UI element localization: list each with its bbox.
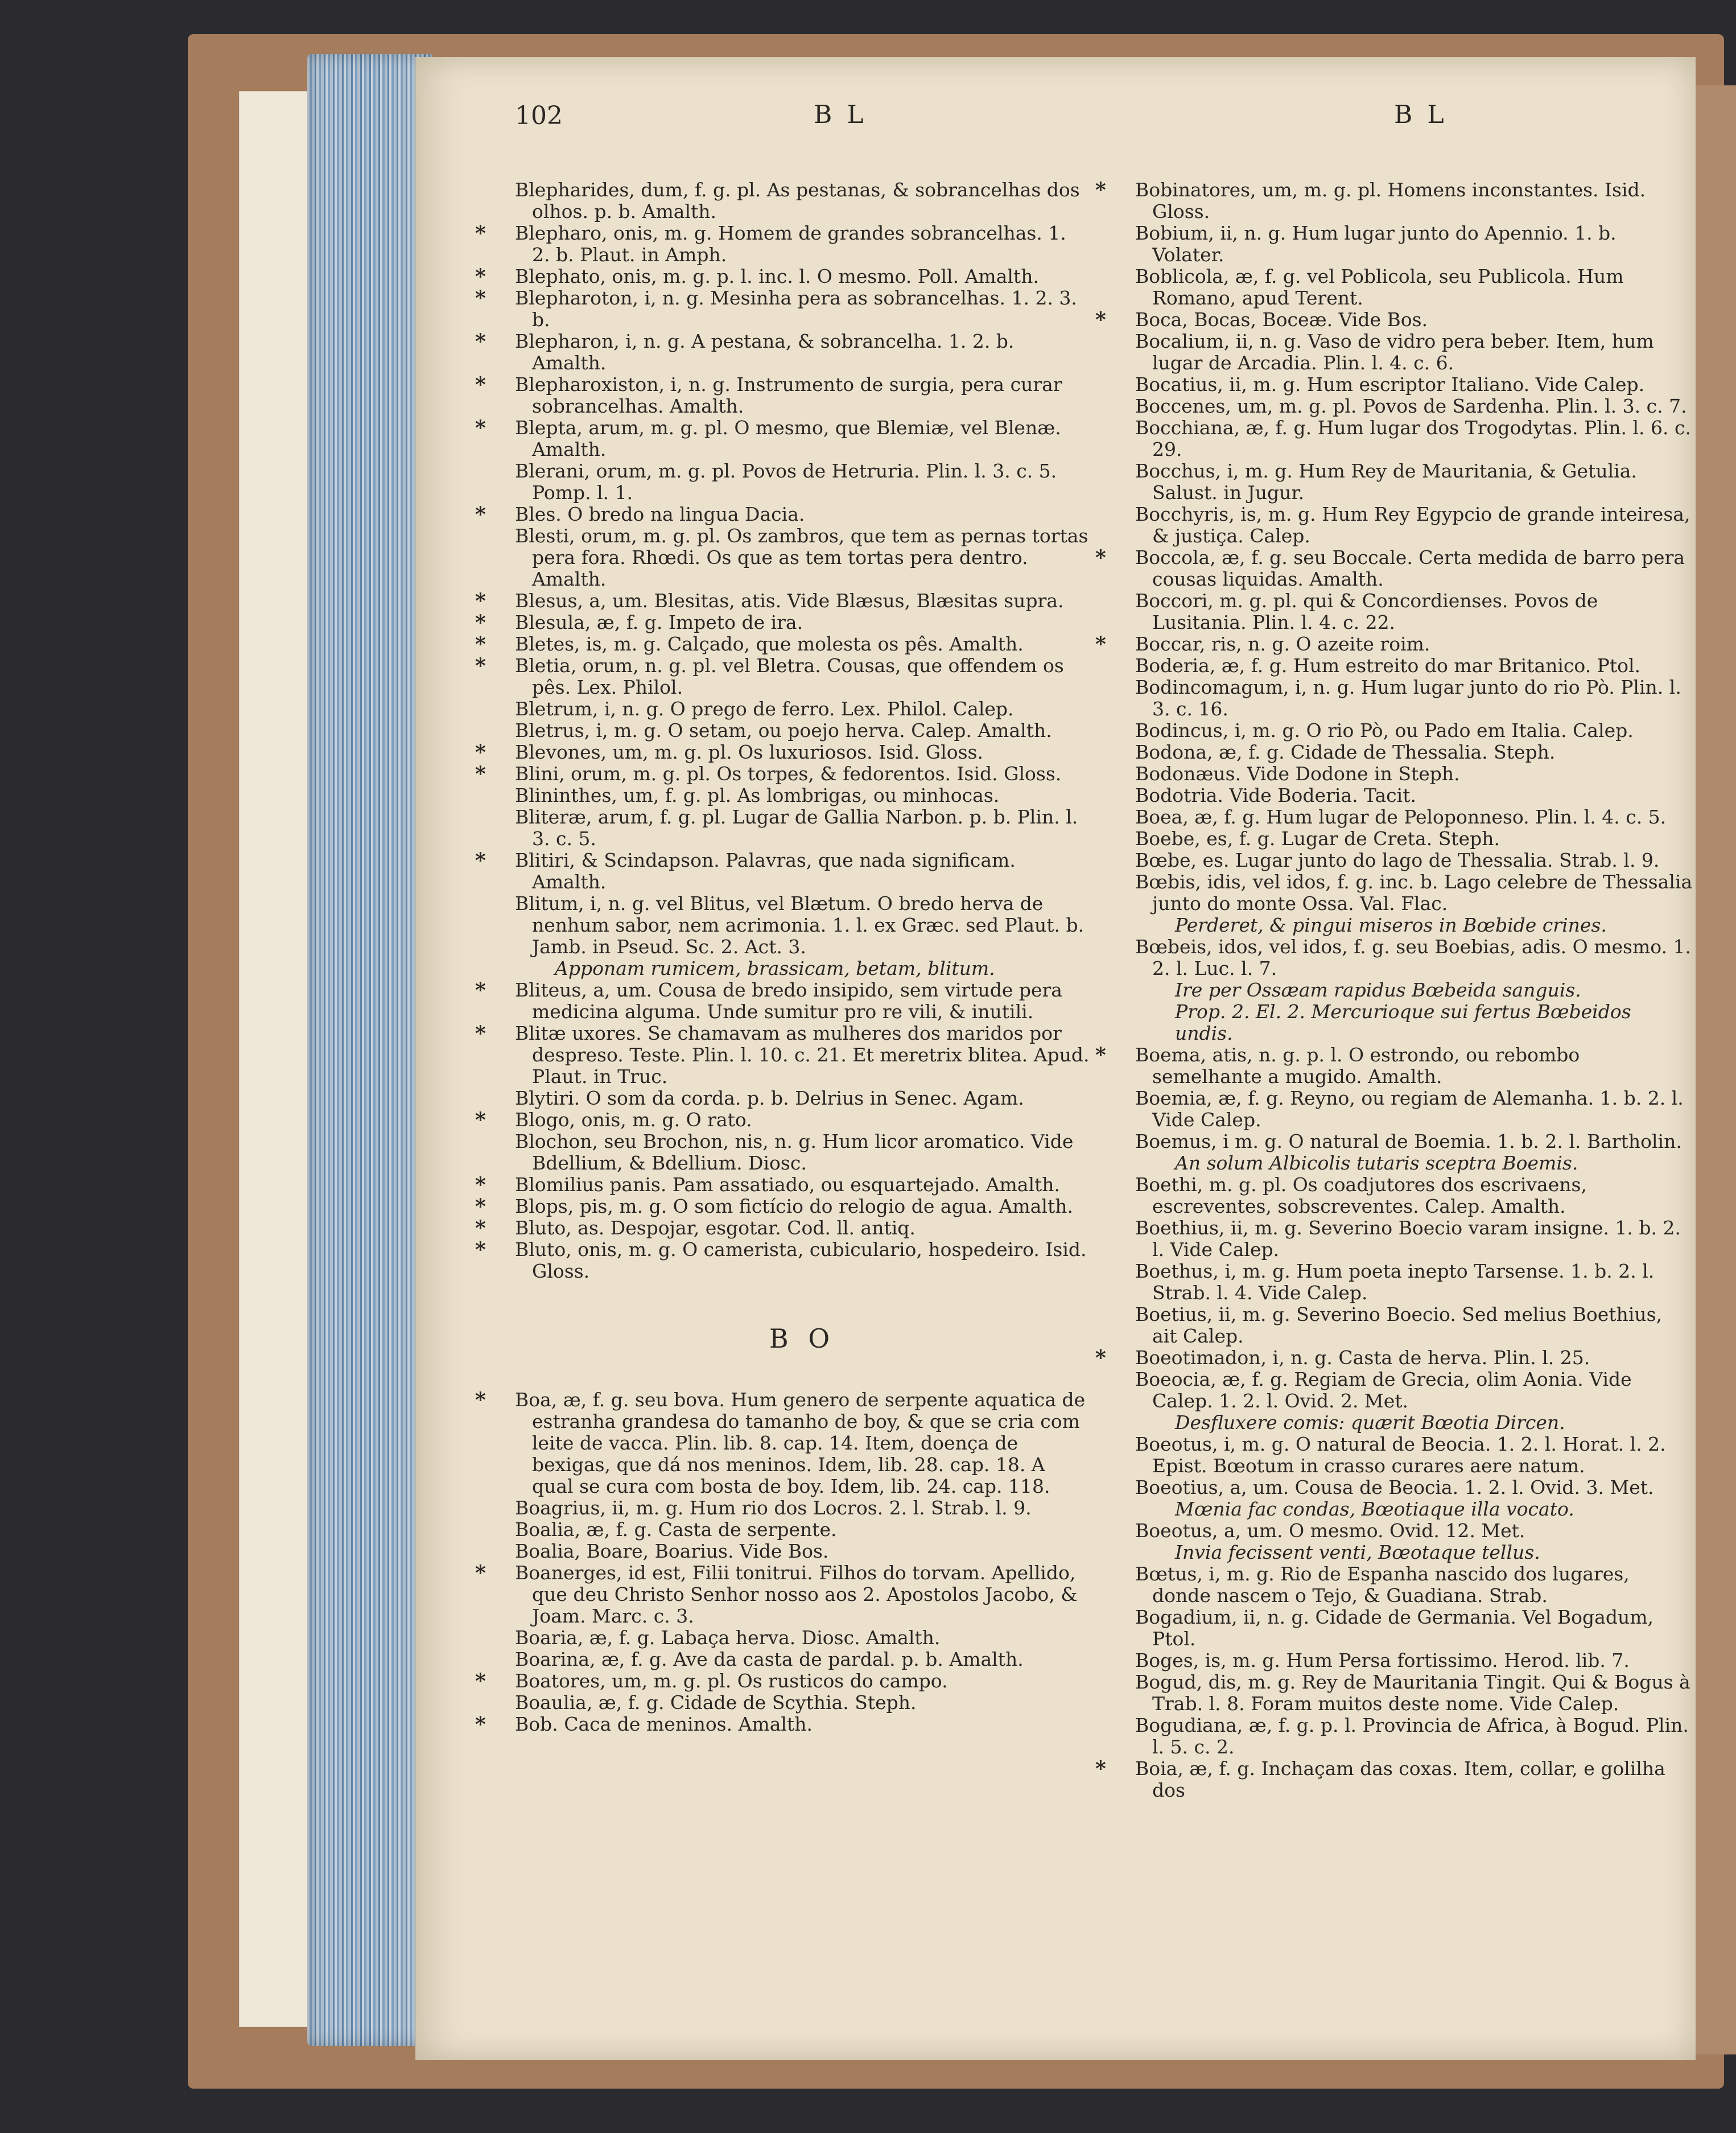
dictionary-entry	[1095, 178, 1693, 223]
dictionary-entry	[515, 1627, 1090, 1649]
left-column	[475, 179, 1090, 1736]
dictionary-entry	[475, 221, 1090, 266]
asterisk-mark: *	[475, 1388, 486, 1412]
dictionary-entry	[1135, 1304, 1693, 1347]
asterisk-mark: *	[1095, 1043, 1106, 1067]
entry-text: Boea, æ, f. g. Hum lugar de Peloponneso. Plin. l. 4. c. 5.	[1135, 806, 1667, 828]
dictionary-entry	[475, 1238, 1090, 1282]
entry-text: Blitiri, & Scindapson. Palavras, que nada significam. Amalth.	[515, 849, 1016, 893]
entry-text: Bœtus, i, m. g. Rio de Espanha nascido dos lugares, donde nascem o Tejo, & Guadiana. Strab.	[1135, 1563, 1630, 1607]
dictionary-entry	[475, 1173, 1090, 1197]
asterisk-mark: *	[475, 1022, 486, 1045]
asterisk-mark: *	[475, 1195, 486, 1218]
entry-text: Blepharon, i, n. g. A pestana, & sobrancelha. 1. 2. b. Amalth.	[515, 330, 1015, 374]
entry-text: Bob. Caca de meninos. Amalth.	[515, 1713, 813, 1735]
entry-text: Bles. O bredo na lingua Dacia.	[515, 503, 805, 525]
dictionary-entry	[1135, 1671, 1693, 1715]
dictionary-entry	[1135, 590, 1693, 633]
dictionary-entry	[1135, 1607, 1693, 1650]
entry-text: Bogudiana, æ, f. g. p. l. Provincia de Africa, à Bogud. Plin. l. 5. c. 2.	[1135, 1714, 1689, 1758]
entry-text: Bluto, onis, m. g. O camerista, cubiculario, hospedeiro. Isid. Gloss.	[515, 1238, 1087, 1282]
dictionary-entry	[1135, 871, 1693, 915]
dictionary-entry	[515, 1519, 1090, 1541]
dictionary-entry	[1095, 1043, 1693, 1088]
asterisk-mark: *	[475, 740, 486, 764]
asterisk-mark: *	[475, 978, 486, 1002]
dictionary-entry	[1095, 546, 1693, 590]
dictionary-entry	[1135, 655, 1693, 677]
dictionary-entry	[475, 1216, 1090, 1240]
entry-text: Bodotria. Vide Boderia. Tacit.	[1135, 784, 1416, 806]
entry-list	[1135, 1434, 1693, 1498]
dictionary-entry	[1135, 1088, 1693, 1131]
dictionary-entry	[515, 1497, 1090, 1519]
entry-text: Blogo, onis, m. g. O rato.	[515, 1109, 752, 1131]
entry-text: Boccola, æ, f. g. seu Boccale. Certa medida de barro pera cousas liquidas. Amalth.	[1135, 546, 1685, 590]
entry-text: Boeotus, a, um. O mesmo. Ovid. 12. Met.	[1135, 1520, 1525, 1542]
entry-list	[1095, 1173, 1693, 1412]
dictionary-entry	[1135, 417, 1693, 460]
dictionary-entry	[1095, 632, 1693, 656]
dictionary-entry	[475, 978, 1090, 1023]
dictionary-entry	[475, 589, 1090, 613]
left-running-head: B L	[814, 100, 867, 129]
dictionary-entry	[475, 654, 1090, 698]
asterisk-mark: *	[475, 1669, 486, 1693]
asterisk-mark: *	[475, 330, 486, 353]
verse-quote: Ire per Ossæam rapidus Bœbeida sanguis.	[1175, 979, 1581, 1001]
dictionary-entry	[475, 1712, 1090, 1736]
entry-text: Bogud, dis, m. g. Rey de Mauritania Tingit. Qui & Bogus à Trab. l. 8. Foram muitos deste nome. Vide Calep.	[1135, 1671, 1690, 1715]
entry-text: Boaria, æ, f. g. Labaça herva. Diosc. Amalth.	[515, 1626, 941, 1649]
asterisk-mark: *	[475, 1216, 486, 1240]
dictionary-entry	[515, 1131, 1090, 1174]
entry-text: Boebe, es, f. g. Lugar de Creta. Steph.	[1135, 827, 1500, 850]
entry-text: Blepharides, dum, f. g. pl. As pestanas, & sobrancelhas dos olhos. p. b. Amalth.	[515, 179, 1080, 223]
entry-text: Boblicola, æ, f. g. vel Poblicola, seu Publicola. Hum Romano, apud Terent.	[1135, 265, 1624, 309]
entry-text: Boeotius, a, um. Cousa de Beocia. 1. 2. l. Ovid. 3. Met.	[1135, 1476, 1654, 1498]
entry-text: Blesula, æ, f. g. Impeto de ira.	[515, 611, 803, 633]
dictionary-entry	[1135, 1520, 1693, 1542]
asterisk-mark: *	[475, 286, 486, 310]
entry-text: Bliteus, a, um. Cousa de bredo insipido, sem virtude pera medicina alguma. Unde sumitur pro re vili, & inutili.	[515, 979, 1062, 1023]
dictionary-entry	[1135, 936, 1693, 979]
dictionary-entry	[1135, 1563, 1693, 1607]
dictionary-entry	[475, 762, 1090, 786]
dictionary-entry	[475, 1669, 1090, 1693]
asterisk-mark: *	[475, 1238, 486, 1262]
dictionary-entry	[1135, 763, 1693, 785]
verse-quote: Desfluxere comis: quærit Bœotia Dircen.	[1175, 1411, 1565, 1434]
entry-text: Bocchus, i, m. g. Hum Rey de Mauritania, & Getulia. Salust. in Jugur.	[1135, 460, 1637, 504]
dictionary-entry	[475, 416, 1090, 460]
entry-text: Blitæ uxores. Se chamavam as mulheres dos maridos por despreso. Teste. Plin. l. 10. c. 21. Et meretrix blitea. Apud. Plaut. in Truc.	[515, 1022, 1090, 1088]
entry-text: Boema, atis, n. g. p. l. O estrondo, ou rebombo semelhante a mugido. Amalth.	[1135, 1044, 1580, 1088]
dictionary-entry	[515, 720, 1090, 742]
dictionary-entry	[1135, 1434, 1693, 1477]
entry-list	[475, 1388, 1090, 1736]
entry-text: Bobium, ii, n. g. Hum lugar junto do Apennio. 1. b. Volater.	[1135, 222, 1617, 266]
entry-text: Boethius, ii, m. g. Severino Boecio varam insigne. 1. b. 2. l. Vide Calep.	[1135, 1217, 1681, 1261]
dictionary-entry	[475, 286, 1090, 331]
entry-text: Boalia, æ, f. g. Casta de serpente.	[515, 1518, 837, 1541]
entry-text: Boetius, ii, m. g. Severino Boecio. Sed melius Boethius, ait Calep.	[1135, 1303, 1663, 1347]
asterisk-mark: *	[475, 611, 486, 635]
entry-text: Blomilius panis. Pam assatiado, ou esquartejado. Amalth.	[515, 1173, 1061, 1196]
entry-text: Bodona, æ, f. g. Cidade de Thessalia. Steph.	[1135, 741, 1556, 763]
entry-text: Blininthes, um, f. g. pl. As lombrigas, ou minhocas.	[515, 784, 1000, 806]
dictionary-entry	[1135, 396, 1693, 417]
asterisk-mark: *	[1095, 632, 1106, 656]
entry-text: Bocatius, ii, m. g. Hum escriptor Italiano. Vide Calep.	[1135, 373, 1645, 396]
entry-text: Boia, æ, f. g. Inchaçam das coxas. Item, collar, e golilha dos	[1135, 1757, 1665, 1801]
dictionary-entry	[1095, 1757, 1693, 1801]
dictionary-entry	[1135, 1369, 1693, 1412]
dictionary-entry	[1135, 223, 1693, 266]
entry-text: Bœbe, es. Lugar junto do lago de Thessalia. Strab. l. 9.	[1135, 849, 1660, 871]
dictionary-entry	[515, 1088, 1090, 1109]
dictionary-entry	[515, 179, 1090, 223]
entry-text: Bocalium, ii, n. g. Vaso de vidro pera beber. Item, hum lugar de Arcadia. Plin. l. 4. c. 6.	[1135, 330, 1654, 374]
entry-text: Boccori, m. g. pl. qui & Concordienses. Povos de Lusitania. Plin. l. 4. c. 22.	[1135, 590, 1598, 633]
entry-text: Boeotimadon, i, n. g. Casta de herva. Plin. l. 25.	[1135, 1346, 1590, 1369]
entry-text: Boa, æ, f. g. seu bova. Hum genero de serpente aquatica de estranha grandesa do tamanho de boy, & que se cria com leite de vacca. Plin. lib. 8. cap. 14. Item, doença de bexigas, que dá nos meninos. Idem, lib. 28. cap. 18. A qual se cura com bosta de boy. Idem, lib. 24. cap. 118.	[515, 1389, 1086, 1497]
entry-text: Boeotus, i, m. g. O natural de Beocia. 1. 2. l. Horat. l. 2. Epist. Bœotum in crasso curares aere natum.	[1135, 1433, 1666, 1477]
entry-text: Boethi, m. g. pl. Os coadjutores dos escrivaens, escreventes, sobscreventes. Calep. Amalth.	[1135, 1173, 1587, 1217]
verse-quote: Apponam rumicem, brassicam, betam, blitum.	[555, 957, 995, 979]
asterisk-mark: *	[475, 849, 486, 872]
entry-text: Boagrius, ii, m. g. Hum rio dos Locros. 2. l. Strab. l. 9.	[515, 1497, 1032, 1519]
dictionary-entry	[475, 503, 1090, 526]
dictionary-entry	[475, 265, 1090, 289]
verse-quote: Invia fecissent venti, Bœotaque tellus.	[1175, 1541, 1540, 1563]
entry-text: Blerani, orum, m. g. pl. Povos de Hetruria. Plin. l. 3. c. 5. Pomp. l. 1.	[515, 460, 1057, 504]
dictionary-entry	[1135, 1217, 1693, 1261]
dictionary-entry	[1135, 850, 1693, 871]
asterisk-mark: *	[475, 503, 486, 526]
entry-text: Bœbeis, idos, vel idos, f. g. seu Boebias, adis. O mesmo. 1. 2. l. Luc. l. 7.	[1135, 936, 1691, 979]
dictionary-entry	[1135, 266, 1693, 309]
dictionary-entry	[475, 1561, 1090, 1627]
entry-text: Blepharoton, i, n. g. Mesinha pera as sobrancelhas. 1. 2. 3. b.	[515, 287, 1077, 331]
dictionary-entry	[1135, 1131, 1693, 1152]
entry-text: Bliteræ, arum, f. g. pl. Lugar de Gallia Narbon. p. b. Plin. l. 3. c. 5.	[515, 806, 1078, 850]
entry-text: Bodincus, i, m. g. O rio Pò, ou Pado em Italia. Calep.	[1135, 719, 1634, 742]
entry-text: Boatores, um, m. g. pl. Os rusticos do campo.	[515, 1670, 948, 1692]
dictionary-entry	[515, 460, 1090, 504]
entry-text: Bodonæus. Vide Dodone in Steph.	[1135, 763, 1460, 785]
dictionary-page	[415, 57, 1696, 2060]
dictionary-entry	[1135, 806, 1693, 828]
dictionary-entry	[1135, 785, 1693, 806]
asterisk-mark: *	[475, 632, 486, 656]
entry-list	[1135, 936, 1693, 979]
asterisk-mark: *	[475, 416, 486, 440]
dictionary-entry	[1135, 677, 1693, 720]
dictionary-entry	[1135, 374, 1693, 396]
verse-quote: Mœnia fac condas, Bœotiaque illa vocato.	[1175, 1498, 1574, 1520]
asterisk-mark: *	[1095, 178, 1106, 202]
entry-text: Bletrus, i, m. g. O setam, ou poejo herva. Calep. Amalth.	[515, 719, 1052, 742]
entry-text: Boccar, ris, n. g. O azeite roim.	[1135, 633, 1430, 655]
asterisk-mark: *	[475, 265, 486, 289]
entry-list	[1095, 1563, 1693, 1801]
dictionary-entry	[515, 785, 1090, 806]
entry-text: Blepta, arum, m. g. pl. O mesmo, que Blemiæ, vel Blenæ. Amalth.	[515, 417, 1061, 460]
entry-list	[1135, 1520, 1693, 1542]
asterisk-mark: *	[475, 1561, 486, 1585]
dictionary-entry	[515, 893, 1090, 958]
entry-text: Blephato, onis, m. g. p. l. inc. l. O mesmo. Poll. Amalth.	[515, 265, 1039, 287]
entry-text: Boanerges, id est, Filii tonitrui. Filhos do torvam. Apellido, que deu Christo Senhor nosso aos 2. Apostolos Jacobo, & Joam. Marc. c. 3.	[515, 1562, 1078, 1627]
entry-text: Blini, orum, m. g. pl. Os torpes, & fedorentos. Isid. Gloss.	[515, 763, 1062, 785]
entry-text: Blevones, um, m. g. pl. Os luxuriosos. Isid. Gloss.	[515, 741, 983, 763]
entry-text: Boethus, i, m. g. Hum poeta inepto Tarsense. 1. b. 2. l. Strab. l. 4. Vide Calep.	[1135, 1260, 1655, 1304]
entry-text: Bletes, is, m. g. Calçado, que molesta os pês. Amalth.	[515, 633, 1024, 655]
entry-text: Blitum, i, n. g. vel Blitus, vel Blætum. O bredo herva de nenhum sabor, nem acrimonia. 1. l. ex Græc. sed Plaut. b. Jamb. in Pseud. Sc. 2. Act. 3.	[515, 892, 1085, 958]
dictionary-entry	[515, 806, 1090, 850]
dictionary-entry	[1135, 1174, 1693, 1217]
entry-text: Boemia, æ, f. g. Reyno, ou regiam de Alemanha. 1. b. 2. l. Vide Calep.	[1135, 1087, 1684, 1131]
entry-text: Boccenes, um, m. g. pl. Povos de Sardenha. Plin. l. 3. c. 7.	[1135, 395, 1687, 417]
entry-text: Bogadium, ii, n. g. Cidade de Germania. Vel Bogadum, Ptol.	[1135, 1606, 1653, 1650]
entry-text: Boarina, æ, f. g. Ave da casta de pardal. p. b. Amalth.	[515, 1648, 1024, 1670]
entry-text: Boca, Bocas, Boceæ. Vide Bos.	[1135, 308, 1428, 331]
entry-text: Bocchyris, is, m. g. Hum Rey Egypcio de grande inteiresa, & justiça. Calep.	[1135, 503, 1690, 547]
dictionary-entry	[515, 525, 1090, 590]
entry-text: Bletrum, i, n. g. O prego de ferro. Lex. Philol. Calep.	[515, 698, 1014, 720]
right-running-head: B L	[1394, 100, 1448, 129]
dictionary-entry	[515, 1692, 1090, 1714]
page-number: 102	[515, 101, 563, 130]
entry-list	[475, 179, 1090, 958]
dictionary-entry	[475, 740, 1090, 764]
entry-list	[1095, 178, 1693, 915]
dictionary-entry	[1135, 460, 1693, 504]
dictionary-entry	[475, 611, 1090, 635]
dictionary-entry	[1135, 1261, 1693, 1304]
entry-text: Blochon, seu Brochon, nis, n. g. Hum licor aromatico. Vide Bdellium, & Bdellium. Diosc.	[515, 1130, 1074, 1174]
asterisk-mark: *	[1095, 546, 1106, 570]
verse-quote: An solum Albicolis tutaris sceptra Boemis.	[1175, 1152, 1578, 1174]
entry-text: Bocchiana, æ, f. g. Hum lugar dos Trogodytas. Plin. l. 6. c. 29.	[1135, 417, 1691, 460]
dictionary-entry	[1135, 504, 1693, 547]
dictionary-entry	[1135, 1715, 1693, 1758]
entry-text: Bodincomagum, i, n. g. Hum lugar junto do rio Pò. Plin. l. 3. c. 16.	[1135, 676, 1681, 720]
dictionary-entry	[475, 632, 1090, 656]
dictionary-entry	[1135, 828, 1693, 850]
dictionary-entry	[475, 1022, 1090, 1088]
entry-text: Bletia, orum, n. g. pl. vel Bletra. Cousas, que offendem os pês. Lex. Philol.	[515, 654, 1064, 698]
asterisk-mark: *	[475, 1173, 486, 1197]
dictionary-entry	[475, 1388, 1090, 1497]
entry-text: Blepharo, onis, m. g. Homem de grandes sobrancelhas. 1. 2. b. Plaut. in Amph.	[515, 222, 1066, 266]
dictionary-entry	[515, 698, 1090, 720]
entry-text: Boalia, Boare, Boarius. Vide Bos.	[515, 1540, 829, 1562]
dictionary-entry	[1135, 720, 1693, 742]
entry-text: Boaulia, æ, f. g. Cidade de Scythia. Steph.	[515, 1691, 917, 1714]
asterisk-mark: *	[1095, 1757, 1106, 1781]
asterisk-mark: *	[1095, 1346, 1106, 1370]
dictionary-entry	[475, 330, 1090, 374]
entry-list	[475, 978, 1090, 1282]
dictionary-entry	[1135, 742, 1693, 763]
dictionary-entry	[515, 1541, 1090, 1562]
entry-text: Blesti, orum, m. g. pl. Os zambros, que tem as pernas tortas pera fora. Rhœdi. Os que as tem tortas pera dentro. Amalth.	[515, 525, 1088, 590]
asterisk-mark: *	[1095, 308, 1106, 332]
dictionary-entry	[475, 373, 1090, 417]
dictionary-entry	[515, 1649, 1090, 1670]
asterisk-mark: *	[475, 654, 486, 678]
asterisk-mark: *	[475, 762, 486, 786]
entry-text: Blytiri. O som da corda. p. b. Delrius in Senec. Agam.	[515, 1087, 1024, 1109]
right-column	[1095, 178, 1693, 1801]
dictionary-entry	[1095, 308, 1693, 332]
entry-text: Blesus, a, um. Blesitas, atis. Vide Blæsus, Blæsitas supra.	[515, 590, 1064, 612]
entry-text: Bœbis, idis, vel idos, f. g. inc. b. Lago celebre de Thessalia junto do monte Ossa. Val. Flac.	[1135, 871, 1693, 915]
entry-text: Blops, pis, m. g. O som fictício do relogio de agua. Amalth.	[515, 1195, 1073, 1217]
entry-text: Boemus, i m. g. O natural de Boemia. 1. b. 2. l. Bartholin.	[1135, 1130, 1682, 1152]
entry-text: Bobinatores, um, m. g. pl. Homens inconstantes. Isid. Gloss.	[1135, 179, 1646, 223]
page-edges	[307, 54, 432, 2046]
dictionary-entry	[475, 1108, 1090, 1132]
entry-text: Bluto, as. Despojar, esgotar. Cod. ll. antiq.	[515, 1217, 916, 1239]
dictionary-entry	[1135, 1650, 1693, 1671]
asterisk-mark: *	[475, 1712, 486, 1736]
entry-text: Boges, is, m. g. Hum Persa fortissimo. Herod. lib. 7.	[1135, 1649, 1630, 1671]
dictionary-entry	[1135, 331, 1693, 374]
asterisk-mark: *	[475, 221, 486, 245]
verse-quote: Perderet, & pingui miseros in Bœbide crines.	[1175, 914, 1607, 936]
dictionary-entry	[1095, 1346, 1693, 1370]
entry-text: Blepharoxiston, i, n. g. Instrumento de surgia, pera curar sobrancelhas. Amalth.	[515, 373, 1062, 417]
section-heading: B O	[769, 1323, 836, 1354]
asterisk-mark: *	[475, 373, 486, 397]
asterisk-mark: *	[475, 1108, 486, 1132]
verse-quote: Prop. 2. El. 2. Mercurioque sui fertus Bœbeidos undis.	[1175, 1000, 1631, 1044]
dictionary-entry	[1135, 1477, 1693, 1498]
entry-list	[1095, 1043, 1693, 1152]
entry-text: Boderia, æ, f. g. Hum estreito do mar Britanico. Ptol.	[1135, 654, 1641, 677]
dictionary-entry	[475, 1195, 1090, 1218]
entry-text: Boeocia, æ, f. g. Regiam de Grecia, olim Aonia. Vide Calep. 1. 2. l. Ovid. 2. Met.	[1135, 1368, 1632, 1412]
asterisk-mark: *	[475, 589, 486, 613]
dictionary-entry	[475, 849, 1090, 893]
